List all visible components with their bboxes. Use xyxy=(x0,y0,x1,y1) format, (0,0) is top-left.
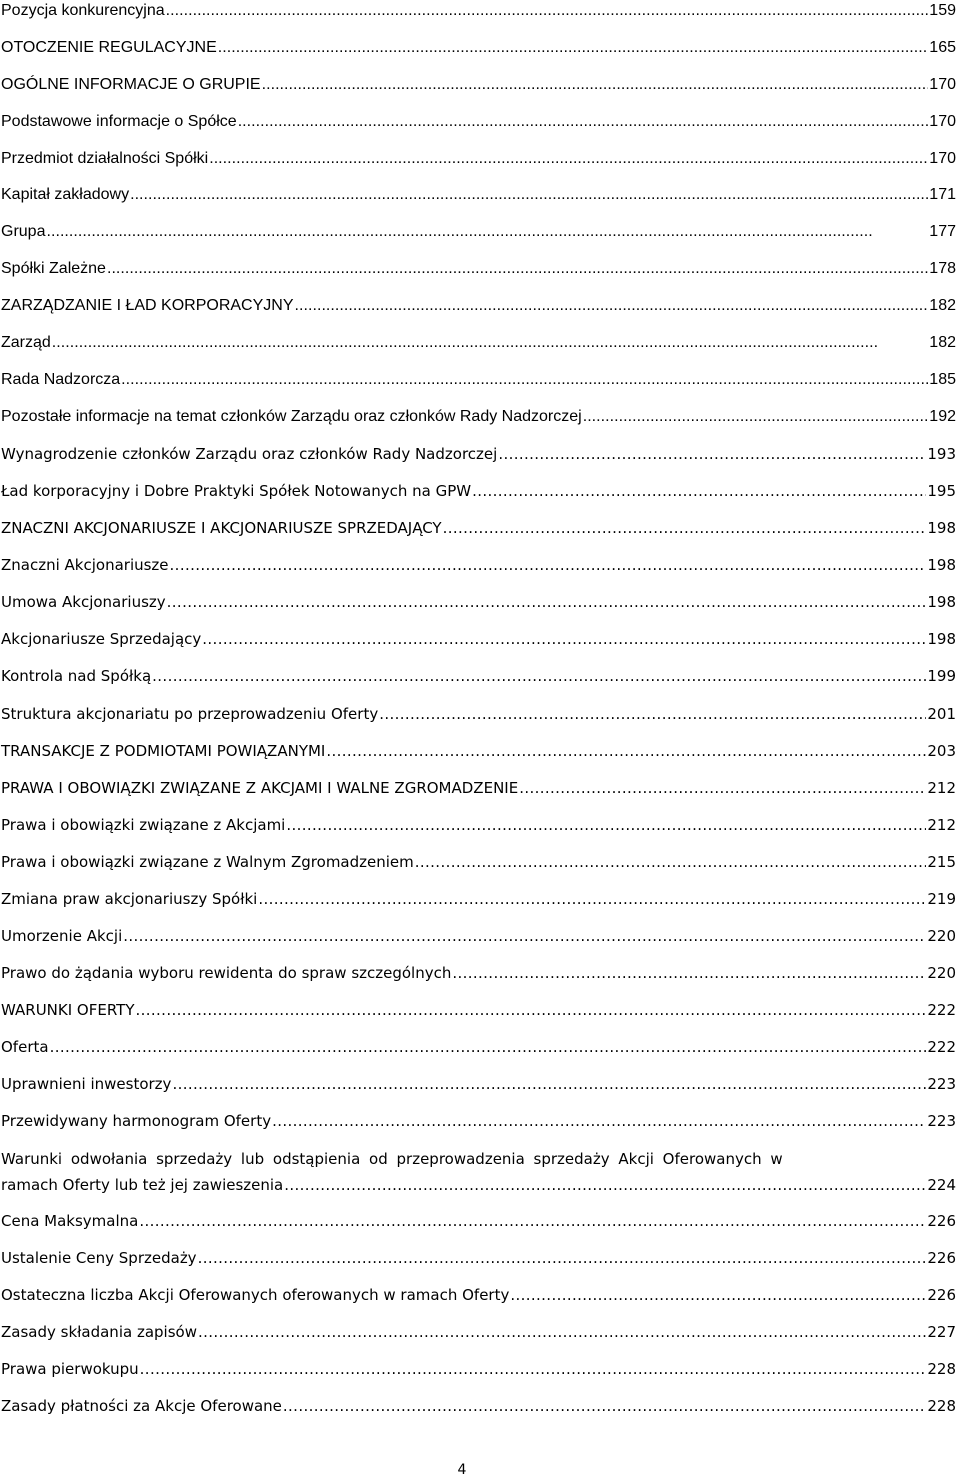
toc-entry-page: 222 xyxy=(927,1038,956,1056)
toc-entry[interactable] xyxy=(1,962,956,988)
toc-entry[interactable] xyxy=(1,851,956,877)
toc-entry[interactable] xyxy=(1,406,956,432)
toc-entry-title: Uprawnieni inwestorzy xyxy=(1,1075,172,1093)
toc-entry-page: 170 xyxy=(929,113,956,130)
toc-entry-page: 227 xyxy=(927,1323,956,1341)
toc-entry-page: 220 xyxy=(927,927,956,945)
toc-entry[interactable] xyxy=(1,1110,956,1136)
toc-entry-title: Umorzenie Akcji xyxy=(1,927,123,945)
toc-dot-leader xyxy=(498,443,926,465)
toc-dot-leader xyxy=(272,1110,926,1132)
toc-entry-page: 223 xyxy=(927,1112,956,1130)
toc-dot-leader xyxy=(166,0,929,22)
toc-entry-title: Wynagrodzenie członków Zarządu oraz członków Rady Nadzorczej xyxy=(1,445,498,463)
toc-entry-page: 192 xyxy=(929,408,956,425)
toc-entry[interactable] xyxy=(1,184,956,210)
toc-dot-leader xyxy=(167,591,927,613)
toc-entry-page: 203 xyxy=(927,742,956,760)
toc-entry[interactable] xyxy=(1,740,956,766)
toc-dot-leader xyxy=(209,148,928,170)
toc-entry-page: 226 xyxy=(927,1249,956,1267)
toc-entry-title: OGÓLNE INFORMACJE O GRUPIE xyxy=(1,76,261,93)
toc-entry[interactable] xyxy=(1,925,956,951)
toc-entry-page: 193 xyxy=(927,445,956,463)
toc-entry-title: Pozycja konkurencyjna xyxy=(1,2,165,19)
toc-entry-title: Znaczni Akcjonariusze xyxy=(1,556,169,574)
toc-entry-title: Zmiana praw akcjonariuszy Spółki xyxy=(1,890,258,908)
toc-entry-title: Grupa xyxy=(1,223,46,240)
toc-entry-page: 185 xyxy=(929,371,956,388)
toc-entry-title: Oferta xyxy=(1,1038,49,1056)
toc-dot-leader xyxy=(140,1358,927,1380)
toc-entry-title: Zarząd xyxy=(1,334,51,351)
toc-entry[interactable] xyxy=(1,888,956,914)
footer-page-number: 4 xyxy=(457,1462,467,1478)
toc-dot-leader xyxy=(123,925,926,947)
toc-entry[interactable] xyxy=(1,1036,956,1062)
toc-entry[interactable] xyxy=(1,628,956,654)
toc-entry[interactable] xyxy=(1,1247,956,1273)
toc-entry-title: ZARZĄDZANIE I ŁAD KORPORACYJNY xyxy=(1,297,294,314)
toc-dot-leader xyxy=(379,703,926,725)
toc-entry-title: Ustalenie Ceny Sprzedaży xyxy=(1,1249,197,1267)
toc-entry-page: 198 xyxy=(927,630,956,648)
toc-dot-leader xyxy=(286,814,926,836)
toc-dot-leader xyxy=(583,406,929,428)
toc-dot-leader xyxy=(198,1247,927,1269)
toc-entry-title: Przewidywany harmonogram Oferty xyxy=(1,1112,272,1130)
toc-entry-page: 159 xyxy=(929,2,956,19)
toc-entry[interactable] xyxy=(1,1395,956,1421)
toc-dot-leader xyxy=(172,1073,926,1095)
toc-dot-leader xyxy=(238,111,929,133)
toc-entry-page: 224 xyxy=(927,1176,956,1194)
toc-entry-title: Ład korporacyjny i Dobre Praktyki Spółek Notowanych na GPW xyxy=(1,482,472,500)
toc-entry-title: ZNACZNI AKCJONARIUSZE I AKCJONARIUSZE SPRZEDAJĄCY xyxy=(1,519,442,537)
toc-entry-title: Prawa i obowiązki związane z Walnym Zgromadzeniem xyxy=(1,853,414,871)
toc-entry-page: 228 xyxy=(927,1360,956,1378)
toc-dot-leader xyxy=(326,740,926,762)
toc-entry[interactable] xyxy=(1,703,956,729)
toc-entry[interactable] xyxy=(1,517,956,543)
toc-entry-page: 226 xyxy=(927,1286,956,1304)
toc-dot-leader xyxy=(283,1395,926,1417)
toc-dot-leader xyxy=(136,999,927,1021)
toc-entry-page: 220 xyxy=(927,964,956,982)
toc-entry-title: Cena Maksymalna xyxy=(1,1212,139,1230)
toc-entry[interactable] xyxy=(1,665,956,691)
toc-dot-leader xyxy=(202,628,926,650)
toc-entry[interactable] xyxy=(1,480,956,506)
toc-entry-title: Akcjonariusze Sprzedający xyxy=(1,630,202,648)
toc-entry-page: 195 xyxy=(927,482,956,500)
toc-dot-leader xyxy=(121,369,928,391)
toc-dot-leader xyxy=(170,554,927,576)
toc-dot-leader xyxy=(472,480,926,502)
toc-entry-second-line xyxy=(1,1174,956,1200)
toc-entry-page: 177 xyxy=(929,223,956,240)
toc-dot-leader xyxy=(46,221,928,243)
toc-entry[interactable] xyxy=(1,0,956,26)
toc-dot-leader xyxy=(52,332,929,354)
toc-entry-title: Kapitał zakładowy xyxy=(1,186,130,203)
toc-entry-title-line1: Warunki odwołania sprzedaży lub odstąpienia od przeprowadzenia sprzedaży Akcji Oferowanych w xyxy=(1,1150,783,1168)
toc-entry-page: 199 xyxy=(927,667,956,685)
toc-entry-title: Spółki Zależne xyxy=(1,260,106,277)
toc-dot-leader xyxy=(107,258,928,280)
toc-entry[interactable] xyxy=(1,332,956,358)
toc-entry[interactable] xyxy=(1,74,956,100)
toc-entry-page: 212 xyxy=(927,816,956,834)
toc-entry-title: Kontrola nad Spółką xyxy=(1,667,152,685)
toc-entry-title: Podstawowe informacje o Spółce xyxy=(1,113,237,130)
toc-dot-leader xyxy=(415,851,927,873)
toc-entry-page: 198 xyxy=(927,519,956,537)
toc-entry-page: 223 xyxy=(927,1075,956,1093)
toc-entry[interactable] xyxy=(1,258,956,284)
toc-entry-page: 226 xyxy=(927,1212,956,1230)
toc-entry-title: Rada Nadzorcza xyxy=(1,371,121,388)
toc-entry-page: 171 xyxy=(929,186,956,203)
toc-entry-title: TRANSAKCJE Z PODMIOTAMI POWIĄZANYMI xyxy=(1,742,326,760)
toc-entry[interactable] xyxy=(1,999,956,1025)
toc-entry-page: 170 xyxy=(929,150,956,167)
toc-dot-leader xyxy=(510,1284,926,1306)
toc-entry-page: 182 xyxy=(929,297,956,314)
toc-entry-title: OTOCZENIE REGULACYJNE xyxy=(1,39,217,56)
toc-entry-page: 228 xyxy=(927,1397,956,1415)
toc-entry-page: 215 xyxy=(927,853,956,871)
toc-entry[interactable] xyxy=(1,221,956,247)
toc-dot-leader xyxy=(519,777,926,799)
toc-entry[interactable] xyxy=(1,1358,956,1384)
toc-entry-page: 165 xyxy=(929,39,956,56)
toc-entry-title: Zasady składania zapisów xyxy=(1,1323,197,1341)
toc-entry[interactable] xyxy=(1,1148,956,1200)
toc-entry-title: Przedmiot działalności Spółki xyxy=(1,150,209,167)
toc-entry-title: Prawa i obowiązki związane z Akcjami xyxy=(1,816,286,834)
toc-entry-title: Ostateczna liczba Akcji Oferowanych oferowanych w ramach Oferty xyxy=(1,1286,510,1304)
toc-dot-leader xyxy=(262,74,929,96)
toc-entry-page: 201 xyxy=(927,705,956,723)
toc-entry-title: PRAWA I OBOWIĄZKI ZWIĄZANE Z AKCJAMI I WALNE ZGROMADZENIE xyxy=(1,779,519,797)
toc-entry[interactable] xyxy=(1,295,956,321)
toc-entry-page: 219 xyxy=(927,890,956,908)
toc-entry[interactable] xyxy=(1,443,956,469)
toc-entry-page: 170 xyxy=(929,76,956,93)
toc-dot-leader xyxy=(50,1036,927,1058)
toc-dot-leader xyxy=(218,37,929,59)
toc-entry[interactable] xyxy=(1,777,956,803)
toc-dot-leader xyxy=(295,295,929,317)
toc-entry-title: Zasady płatności za Akcje Oferowane xyxy=(1,1397,282,1415)
toc-entry[interactable] xyxy=(1,1073,956,1099)
toc-entry-page: 198 xyxy=(927,556,956,574)
toc-entry[interactable] xyxy=(1,111,956,137)
toc-dot-leader xyxy=(443,517,927,539)
toc-dot-leader xyxy=(258,888,926,910)
toc-entry[interactable] xyxy=(1,369,956,395)
toc-entry-title-line2: ramach Oferty lub też jej zawieszenia xyxy=(1,1176,284,1194)
toc-entry-page: 212 xyxy=(927,779,956,797)
toc-entry[interactable] xyxy=(1,554,956,580)
toc-entry-title: Pozostałe informacje na temat członków Zarządu oraz członków Rady Nadzorczej xyxy=(1,408,582,425)
toc-entry[interactable] xyxy=(1,1210,956,1236)
toc-entry-page: 198 xyxy=(927,593,956,611)
toc-entry-title: WARUNKI OFERTY xyxy=(1,1001,135,1019)
toc-dot-leader xyxy=(130,184,928,206)
toc-entry-title: Umowa Akcjonariuszy xyxy=(1,593,166,611)
toc-dot-leader xyxy=(139,1210,926,1232)
toc-entry[interactable] xyxy=(1,814,956,840)
toc-entry-page: 222 xyxy=(927,1001,956,1019)
toc-entry[interactable] xyxy=(1,591,956,617)
toc-entry-page: 178 xyxy=(929,260,956,277)
toc-dot-leader xyxy=(284,1174,926,1196)
toc-entry-title: Prawa pierwokupu xyxy=(1,1360,139,1378)
toc-entry[interactable] xyxy=(1,1284,956,1310)
toc-entry[interactable] xyxy=(1,148,956,174)
toc-entry-page: 182 xyxy=(929,334,956,351)
toc-entry[interactable] xyxy=(1,37,956,63)
toc-dot-leader xyxy=(152,665,926,687)
toc-dot-leader xyxy=(452,962,926,984)
toc-entry-title: Struktura akcjonariatu po przeprowadzeniu Oferty xyxy=(1,705,379,723)
toc-dot-leader xyxy=(198,1321,926,1343)
toc-entry-title: Prawo do żądania wyboru rewidenta do spraw szczególnych xyxy=(1,964,452,982)
toc-entry[interactable] xyxy=(1,1321,956,1347)
